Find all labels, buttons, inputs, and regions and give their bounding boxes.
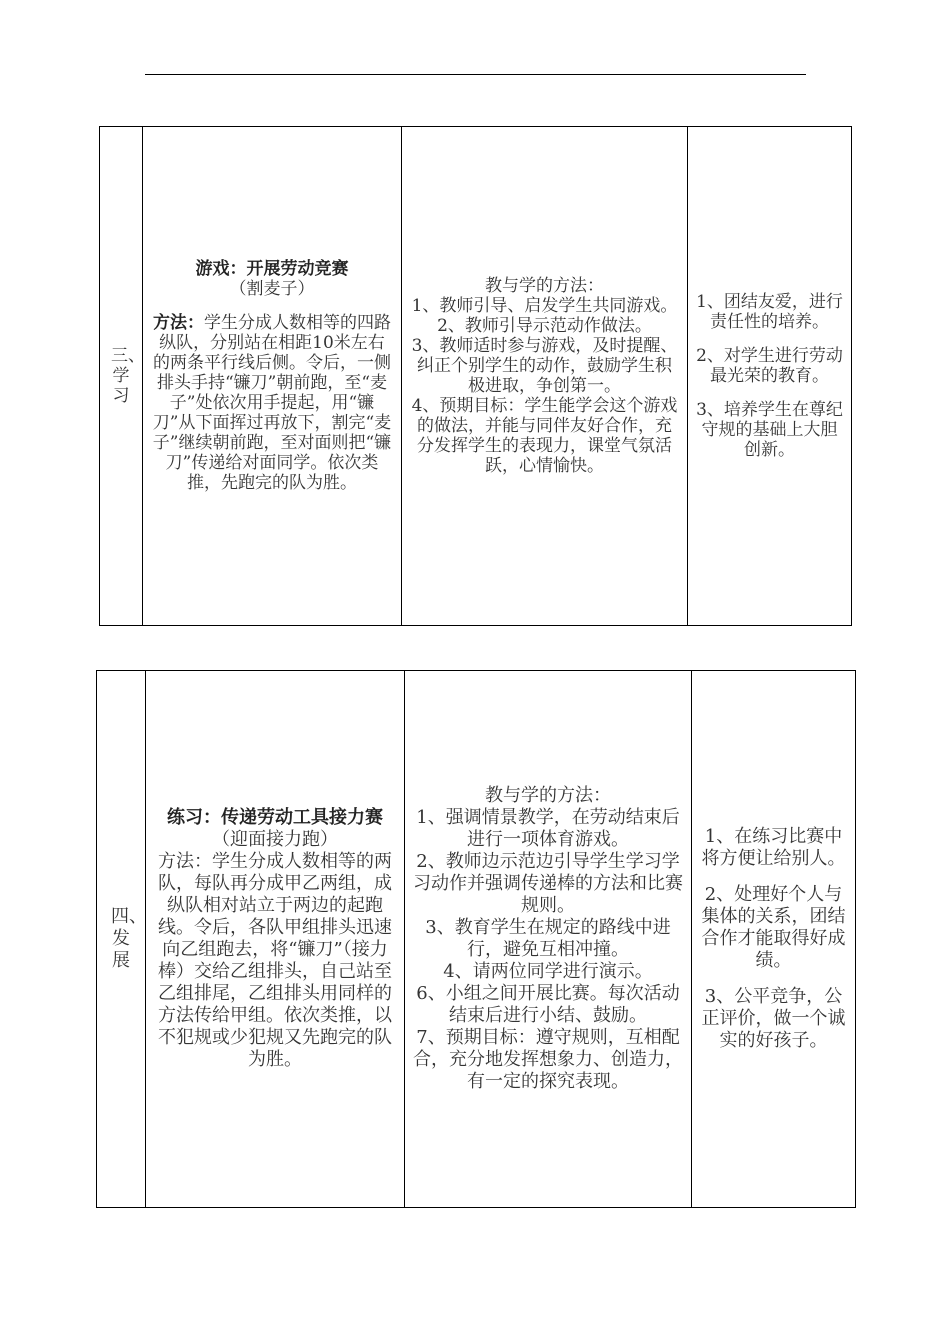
method-item: 6、小组之间开展比赛。每次活动结束后进行小结、鼓励。 [416, 983, 680, 1026]
method-item: 4、请两位同学进行演示。 [443, 961, 653, 982]
goal-item: 3、培养学生在尊纪守规的基础上大胆创新。 [696, 400, 843, 460]
activity-subtitle: （迎面接力跑） [212, 829, 338, 850]
method-item: 3、教师适时参与游戏，及时提醒、纠正个别学生的动作，鼓励学生积极进取，争创第一。 [411, 336, 678, 396]
goal-item: 1、团结友爱，进行责任性的培养。 [696, 292, 843, 332]
activity-method [154, 851, 396, 1071]
activity-title: 游戏：开展劳动竞赛 [195, 259, 349, 279]
activity-method [151, 313, 393, 493]
activity-subtitle: （割麦子） [229, 279, 315, 299]
header-rule [145, 74, 806, 75]
method-item: 7、预期目标：遵守规则，互相配合，充分地发挥想象力、创造力，有一定的探究表现。 [413, 1027, 683, 1092]
activity-cell [146, 671, 405, 1208]
lesson-table-learning [99, 126, 852, 626]
goals-cell [692, 671, 856, 1208]
method-label: 方法： [153, 313, 204, 333]
methods-heading: 教与学的方法： [485, 785, 611, 806]
goal-item: 2、处理好个人与集体的关系，团结合作才能取得好成绩。 [701, 884, 846, 971]
goal-item: 2、对学生进行劳动最光荣的教育。 [696, 346, 843, 386]
goals-cell [688, 127, 852, 626]
stage-label: 四、发展 [111, 906, 147, 971]
methods-cell [402, 127, 688, 626]
method-item: 1、教师引导、启发学生共同游戏。 [411, 296, 678, 316]
activity-cell [143, 127, 402, 626]
methods-cell [405, 671, 692, 1208]
methods-heading: 教与学的方法： [485, 276, 604, 296]
method-text: 学生分成人数相等的四路纵队，分别站在相距10米左右的两条平行线后侧。令后，一侧排头手持“镰刀”朝前跑，至“麦子”处依次用手提起，用“镰刀”从下面挥过再放下，割完“麦子”继续朝前跑，至对面则把“镰刀”传递给对面同学。依次类推，先跑完的队为胜。 [152, 313, 392, 493]
goal-item: 3、公平竞争，公正评价，做一个诚实的好孩子。 [701, 986, 846, 1051]
method-item: 3、教育学生在规定的路线中进行，避免互相冲撞。 [425, 917, 671, 960]
activity-title: 练习：传递劳动工具接力赛 [167, 807, 383, 828]
method-item: 2、教师边示范边引导学生学习学习动作并强调传递棒的方法和比赛规则。 [413, 851, 683, 916]
method-item: 4、预期目标：学生能学会这个游戏的做法，并能与同伴友好合作，充分发挥学生的表现力，课堂气氛活跃，心情愉快。 [411, 396, 678, 476]
lesson-table-development [96, 670, 856, 1208]
method-text: 学生分成人数相等的两队，每队再分成甲乙两组，成纵队相对站立于两边的起跑线。令后，各队甲组排头迅速向乙组跑去，将“镰刀”（接力棒）交给乙组排头，自己站至乙组排尾，乙组排头用同样的方法传给甲组。依次类推，以不犯规或少犯规又先跑完的队为胜。 [158, 851, 392, 1070]
method-label: 方法： [158, 851, 212, 872]
stage-cell [97, 671, 146, 1208]
method-item: 1、强调情景教学，在劳动结束后进行一项体育游戏。 [416, 807, 680, 850]
stage-label: 三、学习 [111, 346, 145, 406]
stage-cell [100, 127, 143, 626]
goal-item: 1、在练习比赛中将方便让给别人。 [701, 826, 846, 869]
method-item: 2、教师引导示范动作做法。 [437, 316, 652, 336]
